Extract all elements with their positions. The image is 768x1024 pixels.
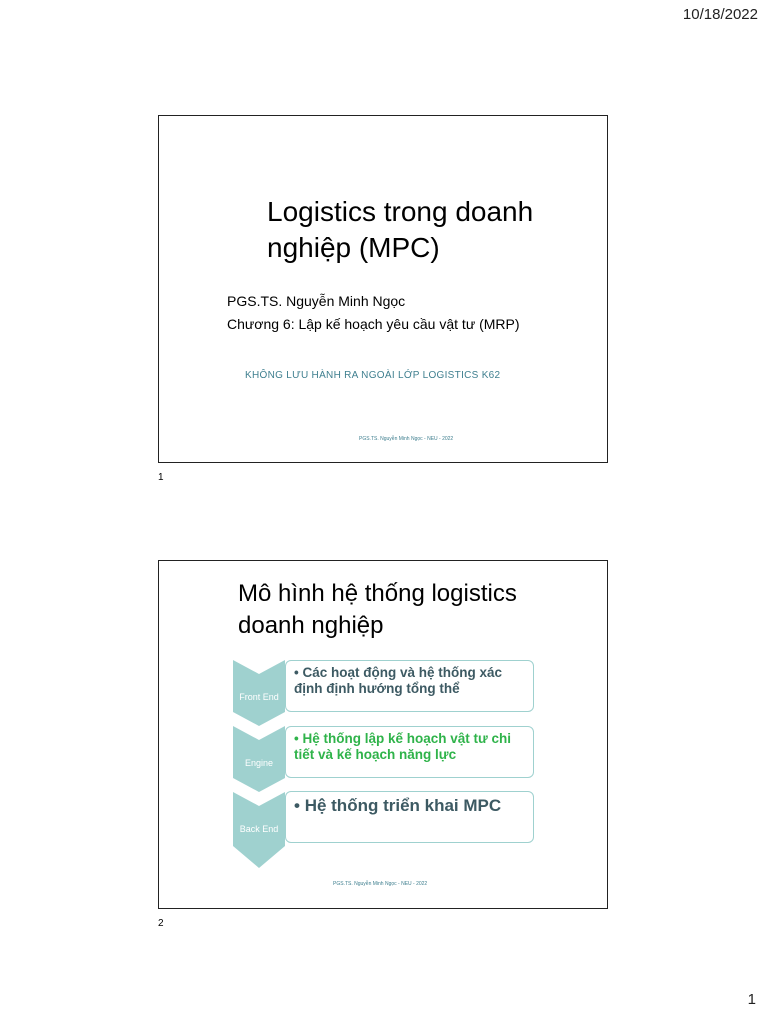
stage-label-front-end: Front End	[239, 692, 279, 702]
bullet: •	[294, 796, 300, 815]
slide-1-author: PGS.TS. Nguyễn Minh Ngọc	[227, 293, 406, 309]
slide-1-distribution-note: KHÔNG LƯU HÀNH RA NGOÀI LỚP LOGISTICS K62	[245, 370, 501, 381]
print-date: 10/18/2022	[682, 6, 758, 23]
slide-1-title: Logistics trong doanh nghiệp (MPC)	[267, 196, 534, 263]
stage-text-engine	[294, 731, 527, 763]
slide-2-number: 2	[158, 918, 164, 929]
stage-label-engine: Engine	[244, 758, 274, 768]
bullet: •	[294, 665, 299, 680]
stage-label-back-end: Back End	[239, 824, 279, 834]
stage-description: Hệ thống triển khai MPC	[304, 796, 502, 815]
stage-description: Hệ thống lập kế hoạch vật tư chi tiết và kế hoạch năng lực	[294, 731, 512, 762]
stage-box-engine	[285, 726, 534, 778]
slide-1-footer: PGS.TS. Nguyễn Minh Ngọc - NEU - 2022	[359, 436, 454, 442]
stage-box-back-end	[285, 791, 534, 843]
chevron-labels	[233, 660, 285, 870]
slide-2-title: Mô hình hệ thống logistics doanh nghiệp	[238, 580, 517, 639]
stage-description: Các hoạt động và hệ thống xác định định hướng tổng thể	[294, 665, 503, 696]
slide-1-number: 1	[158, 472, 164, 483]
slide-2-footer: PGS.TS. Nguyễn Minh Ngọc - NEU - 2022	[333, 881, 428, 887]
stage-text-front-end	[294, 665, 527, 697]
bullet: •	[294, 731, 299, 746]
stage-box-front-end	[285, 660, 534, 712]
slide-2	[158, 560, 608, 909]
stage-text-back-end	[294, 796, 527, 815]
page-number: 1	[747, 991, 756, 1008]
slide-1	[158, 115, 608, 463]
slide-1-chapter: Chương 6: Lập kế hoạch yêu cầu vật tư (MRP)	[227, 316, 520, 332]
